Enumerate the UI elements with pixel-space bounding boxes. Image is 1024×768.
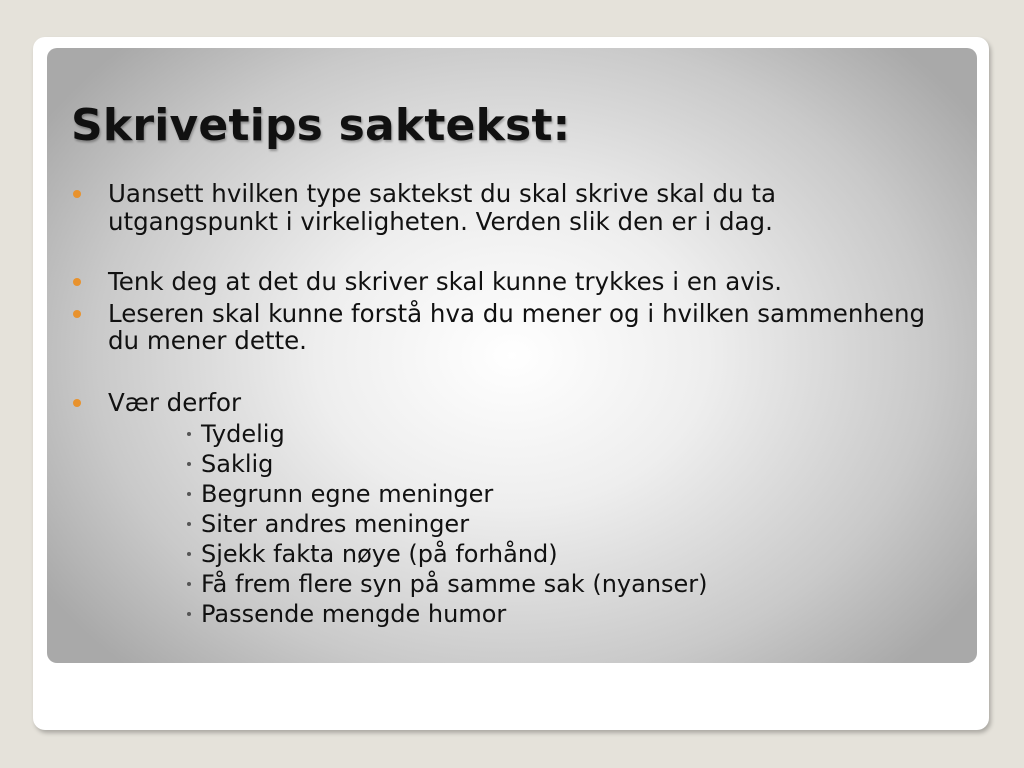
bullet-text: Vær derfor: [108, 387, 242, 417]
sub-bullet-list: [108, 419, 953, 629]
sub-bullet-dot-icon: [187, 582, 191, 586]
sub-bullet-text: Siter andres meninger: [201, 510, 470, 538]
sub-bullet-item: [108, 569, 953, 599]
bullet-text: Leseren skal kunne forstå hva du mener og i hvilken sammenheng du mener dette.: [108, 298, 926, 355]
bullet-list: [73, 180, 953, 629]
bullet-text: Tenk deg at det du skriver skal kunne trykkes i en avis.: [108, 267, 783, 296]
sub-bullet-item: [108, 509, 953, 539]
bullet-item: [73, 268, 953, 296]
bullet-text: Uansett hvilken type saktekst du skal skrive skal du ta utgangspunkt i virkeligheten. Verden slik den er i dag.: [108, 179, 776, 236]
bullet-item: [73, 300, 953, 355]
sub-bullet-dot-icon: [187, 492, 191, 496]
slide-content-panel: [47, 48, 977, 663]
bullet-dot-icon: [73, 190, 81, 198]
sub-bullet-item: [108, 599, 953, 629]
bullet-dot-icon: [73, 399, 81, 407]
sub-bullet-text: Sjekk fakta nøye (på forhånd): [201, 540, 558, 568]
bullet-item: [73, 389, 953, 630]
sub-bullet-text: Passende mengde humor: [201, 600, 507, 628]
sub-bullet-dot-icon: [187, 462, 191, 466]
sub-bullet-dot-icon: [187, 522, 191, 526]
slide-title: Skrivetips saktekst:: [71, 100, 571, 151]
sub-bullet-item: [108, 419, 953, 449]
sub-bullet-text: Saklig: [201, 450, 274, 478]
slide-card: [33, 37, 989, 730]
bullet-dot-icon: [73, 310, 81, 318]
sub-bullet-item: [108, 449, 953, 479]
bullet-dot-icon: [73, 278, 81, 286]
sub-bullet-text: Begrunn egne meninger: [201, 480, 494, 508]
sub-bullet-text: Få frem flere syn på samme sak (nyanser): [201, 570, 708, 598]
sub-bullet-dot-icon: [187, 612, 191, 616]
sub-bullet-item: [108, 479, 953, 509]
sub-bullet-text: Tydelig: [201, 420, 285, 448]
sub-bullet-dot-icon: [187, 432, 191, 436]
sub-bullet-dot-icon: [187, 552, 191, 556]
bullet-item: [73, 180, 953, 235]
sub-bullet-item: [108, 539, 953, 569]
